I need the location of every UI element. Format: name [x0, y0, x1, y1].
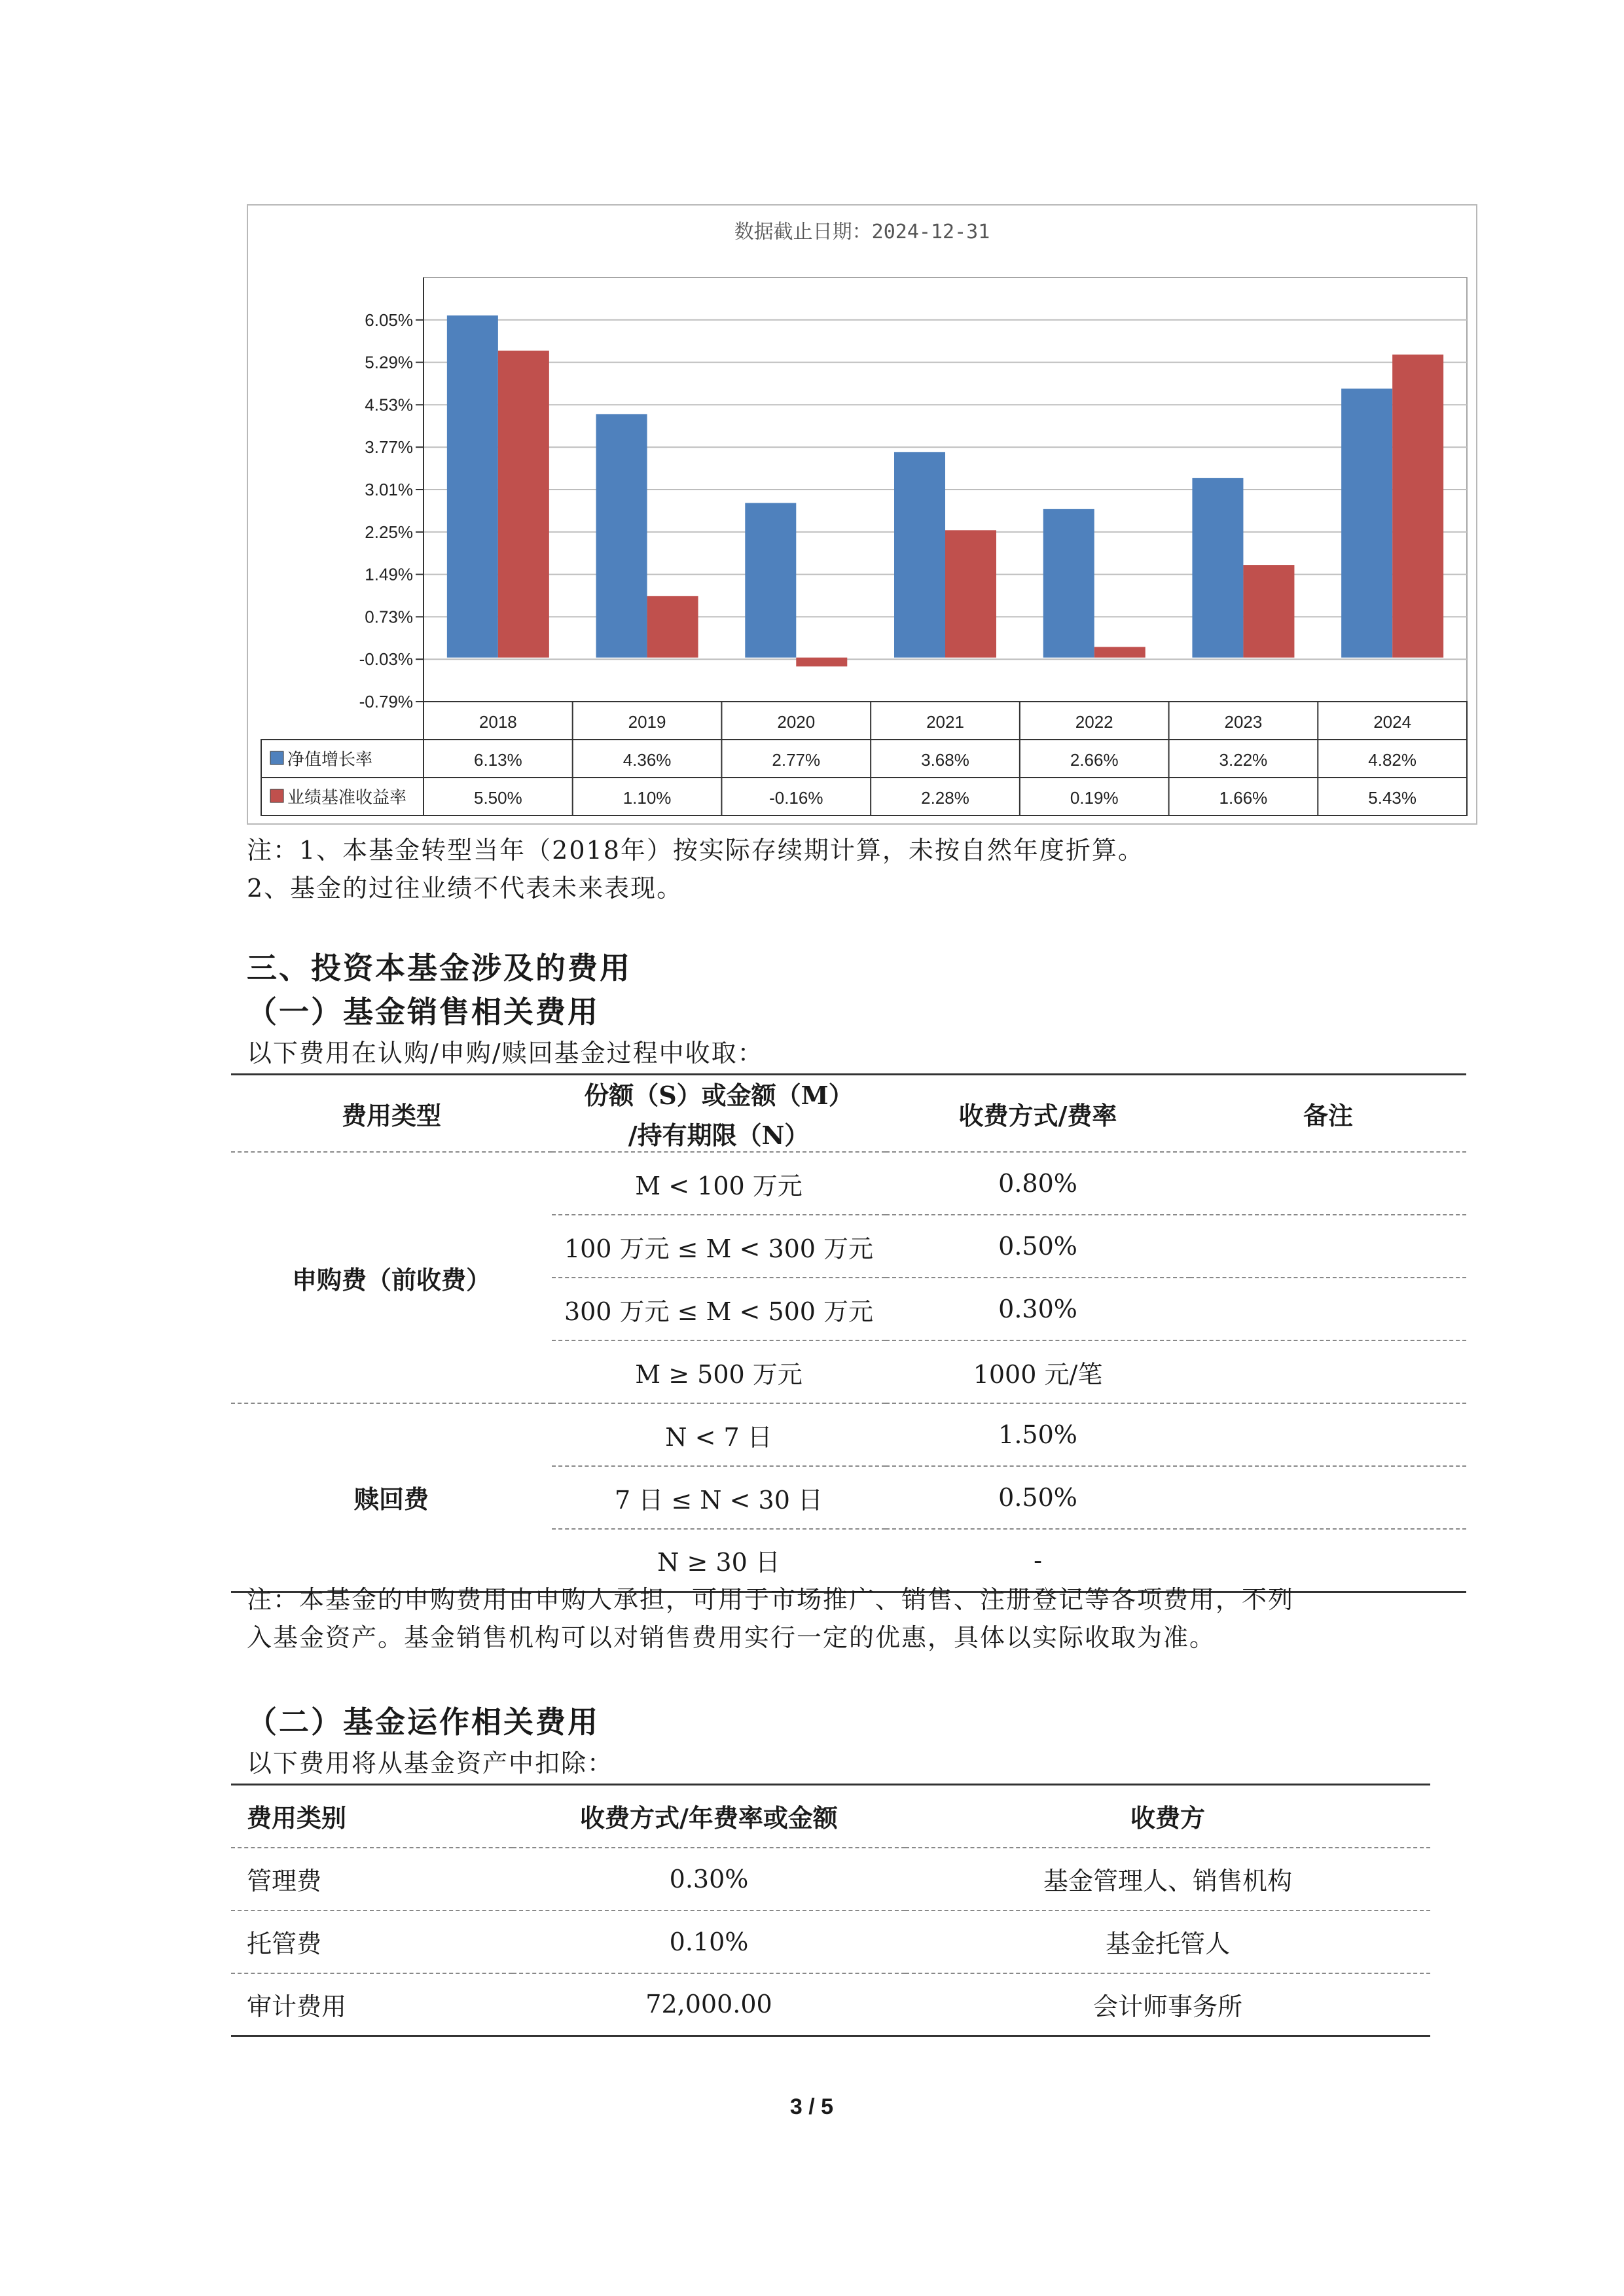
fee-payee-cell: 基金托管人	[1105, 1929, 1230, 1958]
x-tick-label: 2023	[1224, 712, 1263, 732]
fee-rate-cell: 0.10%	[669, 1927, 749, 1956]
fee-category-cell: 审计费用	[247, 1992, 347, 2021]
bar-nav-growth-2020	[745, 503, 796, 657]
range-cell: 100 万元 ≤ M < 300 万元	[552, 1215, 886, 1278]
table1-note-line1: 注：本基金的申购费用由申购人承担，可用于市场推广、销售、注册登记等各项费用，不列	[247, 1585, 1295, 1614]
bar-nav-growth-2021	[894, 452, 945, 658]
fee-group-subscription: 申购费（前收费）	[231, 1152, 552, 1403]
data-label: 5.43%	[1368, 788, 1417, 808]
header-range-line2: /持有期限（N）	[628, 1121, 810, 1150]
header-rate: 收费方式/费率	[958, 1100, 1117, 1130]
legend-label: 净值增长率	[287, 749, 373, 769]
bar-benchmark-2020	[796, 658, 847, 667]
bar-nav-growth-2019	[596, 414, 647, 658]
range-cell: M < 100 万元	[552, 1152, 886, 1215]
x-tick-label: 2019	[628, 712, 666, 732]
table-header-row	[231, 1075, 1466, 1153]
subsection-intro-1: 以下费用在认购/申购/赎回基金过程中收取：	[247, 1039, 764, 1067]
range-cell: N < 7 日	[552, 1403, 886, 1466]
chart-title: 数据截止日期：2024-12-31	[734, 221, 990, 243]
y-tick-label: -0.03%	[359, 649, 413, 670]
table-row	[231, 1848, 1430, 1910]
data-label: 1.10%	[623, 788, 672, 808]
header-range-line1: 份额（S）或金额（M）	[584, 1081, 854, 1110]
data-label: 3.22%	[1219, 750, 1268, 770]
remark-cell	[1190, 1278, 1466, 1340]
chart-note-1: 注：1、本基金转型当年（2018年）按实际存续期计算，未按自然年度折算。	[247, 836, 1144, 865]
x-tick-label: 2020	[777, 712, 816, 732]
x-tick-label: 2021	[926, 712, 964, 732]
fee-payee-cell: 会计师事务所	[1092, 1992, 1242, 2021]
data-label: 6.13%	[473, 750, 522, 770]
legend-swatch	[270, 789, 283, 802]
table-row	[231, 1910, 1430, 1973]
legend-swatch	[270, 751, 283, 764]
y-tick-label: 2.25%	[365, 522, 413, 542]
range-cell: 300 万元 ≤ M < 500 万元	[552, 1278, 886, 1340]
header-remark: 备注	[1303, 1100, 1353, 1130]
header-range	[552, 1075, 886, 1153]
y-tick-label: 3.77%	[365, 437, 413, 457]
x-tick-label: 2024	[1373, 712, 1412, 732]
header-fee-category: 费用类别	[247, 1803, 347, 1833]
range-cell: 7 日 ≤ N < 30 日	[552, 1466, 886, 1529]
rate-cell: 0.30%	[886, 1278, 1190, 1340]
rate-cell: 0.50%	[886, 1466, 1190, 1529]
remark-cell	[1190, 1215, 1466, 1278]
x-tick-label: 2018	[478, 712, 517, 732]
sales-fee-table	[231, 1073, 1466, 1593]
bar-benchmark-2023	[1243, 565, 1294, 658]
rate-cell: 1000 元/笔	[973, 1359, 1103, 1389]
data-label: -0.16%	[769, 788, 823, 808]
range-cell: N ≥ 30 日	[657, 1548, 780, 1577]
section-title: 三、投资本基金涉及的费用	[247, 950, 632, 986]
header-method: 收费方式/年费率或金额	[580, 1803, 838, 1833]
fee-group-redemption: 赎回费	[231, 1403, 552, 1592]
bar-benchmark-2019	[647, 596, 698, 658]
remark-cell	[1190, 1152, 1466, 1215]
rate-cell: -	[1034, 1545, 1042, 1575]
fee-category-cell: 托管费	[247, 1929, 322, 1958]
bar-nav-growth-2022	[1043, 509, 1094, 658]
y-tick-label: 3.01%	[365, 480, 413, 499]
rate-cell: 0.50%	[886, 1215, 1190, 1278]
y-tick-label: 0.73%	[365, 607, 413, 627]
bar-nav-growth-2024	[1341, 389, 1392, 658]
table1-note-line2: 入基金资产。基金销售机构可以对销售费用实行一定的优惠，具体以实际收取为准。	[247, 1623, 1216, 1652]
bar-benchmark-2024	[1392, 355, 1443, 658]
subsection-title-2: （二）基金运作相关费用	[247, 1704, 600, 1740]
fee-rate-cell: 72,000.00	[645, 1990, 772, 2019]
remark-cell	[1190, 1340, 1466, 1403]
data-label: 3.68%	[921, 750, 969, 770]
fee-payee-cell: 基金管理人、销售机构	[1043, 1867, 1292, 1895]
y-tick-label: 4.53%	[365, 395, 413, 415]
performance-chart	[247, 204, 1477, 825]
remark-cell	[1190, 1466, 1466, 1529]
y-tick-label: 1.49%	[365, 564, 413, 584]
fee-category-cell: 管理费	[247, 1867, 322, 1895]
data-label: 0.19%	[1070, 788, 1119, 808]
page-number: 3 / 5	[789, 2094, 834, 2119]
legend-label: 业绩基准收益率	[287, 787, 407, 807]
range-cell: M ≥ 500 万元	[635, 1359, 803, 1389]
table-row	[231, 1152, 1466, 1215]
bar-benchmark-2022	[1094, 647, 1146, 657]
data-label: 2.77%	[772, 750, 821, 770]
bar-nav-growth-2018	[447, 315, 498, 658]
table-row	[231, 1403, 1466, 1466]
fee-rate-cell: 0.30%	[669, 1864, 749, 1893]
data-label: 4.36%	[623, 750, 672, 770]
rate-cell: 1.50%	[886, 1403, 1190, 1466]
rate-cell: 0.80%	[886, 1152, 1190, 1215]
y-tick-label: -0.79%	[359, 692, 413, 711]
header-fee-type: 费用类型	[341, 1100, 441, 1130]
data-label: 1.66%	[1219, 788, 1268, 808]
y-tick-label: 6.05%	[365, 310, 413, 330]
y-tick-label: 5.29%	[365, 352, 413, 372]
data-label: 2.66%	[1070, 750, 1119, 770]
header-payee: 收费方	[1130, 1803, 1205, 1833]
subsection-intro-2: 以下费用将从基金资产中扣除：	[247, 1749, 614, 1778]
subsection-title-1: （一）基金销售相关费用	[247, 994, 600, 1030]
bar-nav-growth-2023	[1192, 478, 1243, 658]
chart-canvas	[248, 206, 1476, 823]
operation-fee-table	[231, 1784, 1430, 2037]
bar-benchmark-2021	[945, 530, 996, 657]
data-label: 2.28%	[921, 788, 969, 808]
table-row	[231, 1973, 1430, 2036]
chart-note-2: 2、基金的过往业绩不代表未来表现。	[247, 874, 683, 903]
data-label: 5.50%	[473, 788, 522, 808]
remark-cell	[1190, 1403, 1466, 1466]
data-label: 4.82%	[1368, 750, 1417, 770]
x-tick-label: 2022	[1075, 712, 1113, 732]
bar-benchmark-2018	[498, 351, 549, 658]
table-header-row	[231, 1785, 1430, 1848]
